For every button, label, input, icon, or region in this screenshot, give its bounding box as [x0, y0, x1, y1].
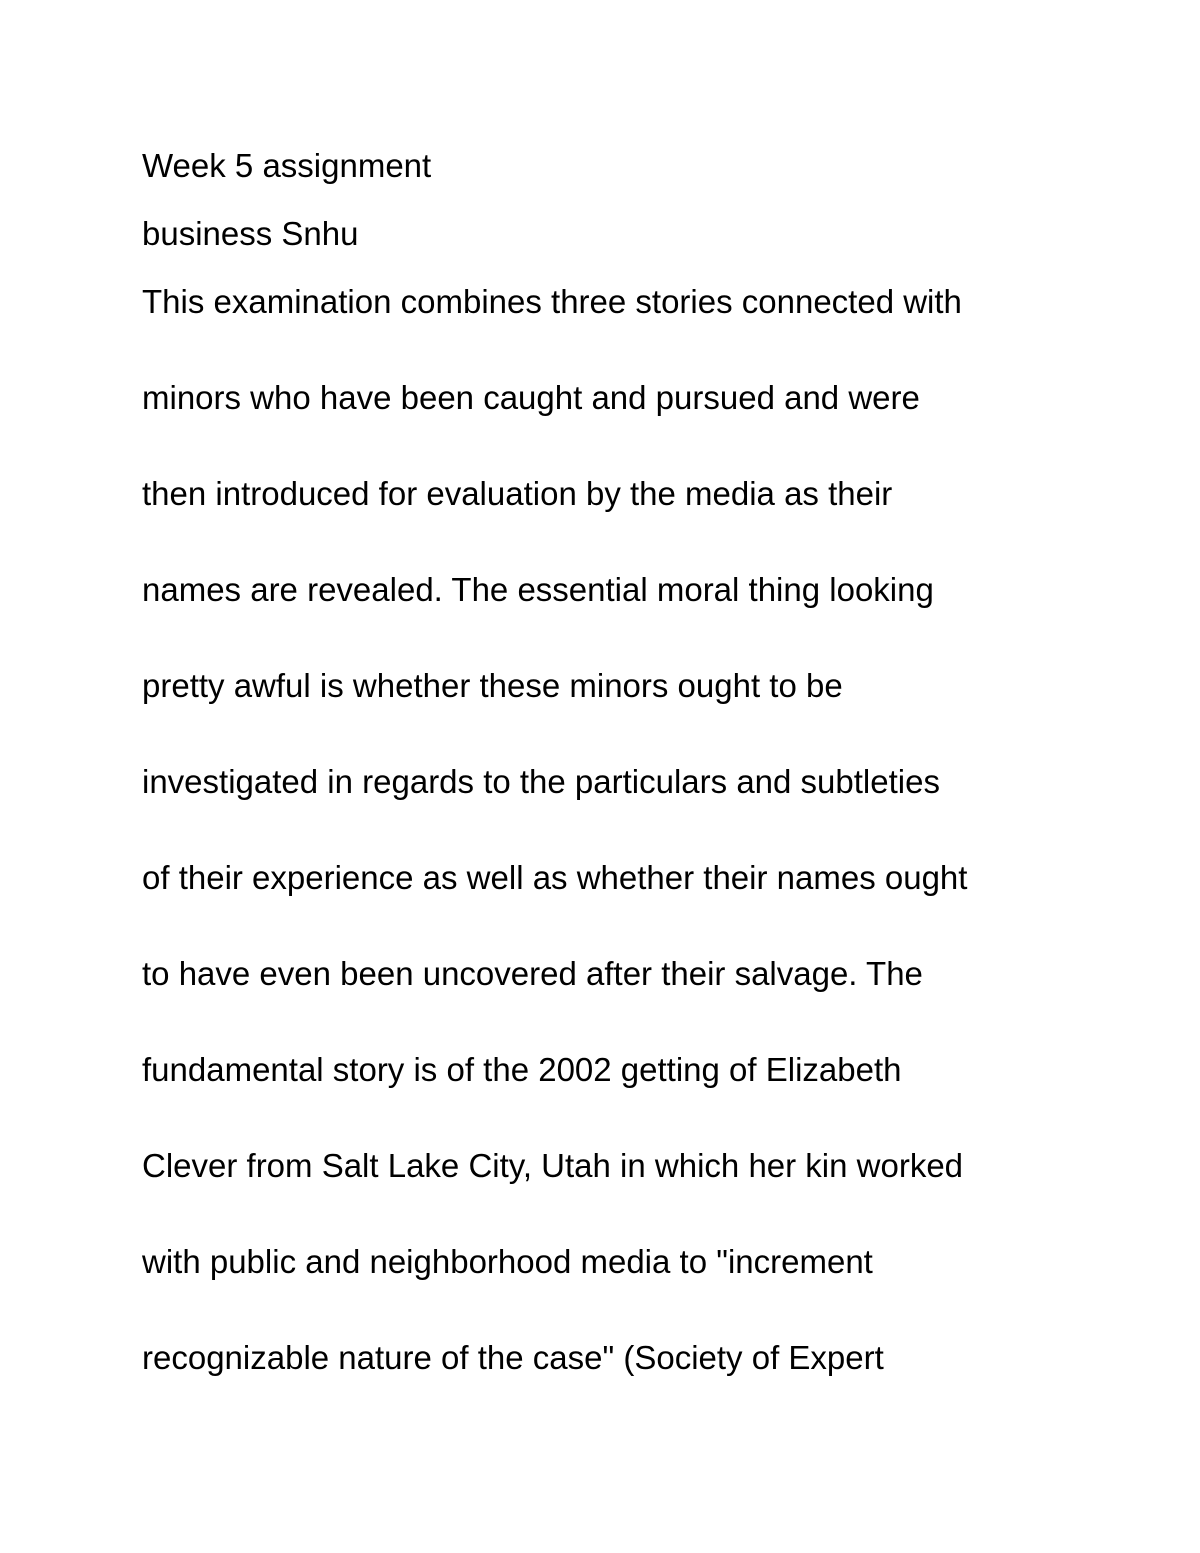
body-line: Clever from Salt Lake City, Utah in which her kin worked — [142, 1147, 964, 1184]
body-line: minors who have been caught and pursued and were — [142, 379, 920, 416]
body-line: of their experience as well as whether their names ought — [142, 859, 968, 896]
body-line: then introduced for evaluation by the media as their — [142, 475, 893, 512]
body-line: with public and neighborhood media to "increment — [142, 1243, 873, 1280]
body-line: This examination combines three stories connected with — [142, 283, 962, 320]
body-line: investigated in regards to the particulars and subtleties — [142, 763, 940, 800]
body-line: names are revealed. The essential moral thing looking — [142, 571, 934, 608]
body-line: to have even been uncovered after their salvage. The — [142, 955, 923, 992]
body-line: recognizable nature of the case" (Society of Expert — [142, 1339, 884, 1376]
document-subtitle: business Snhu — [142, 215, 359, 252]
document-body — [142, 282, 1082, 1434]
body-line: pretty awful is whether these minors ought to be — [142, 667, 843, 704]
document-title: Week 5 assignment — [142, 147, 432, 184]
body-line: fundamental story is of the 2002 getting of Elizabeth — [142, 1051, 902, 1088]
